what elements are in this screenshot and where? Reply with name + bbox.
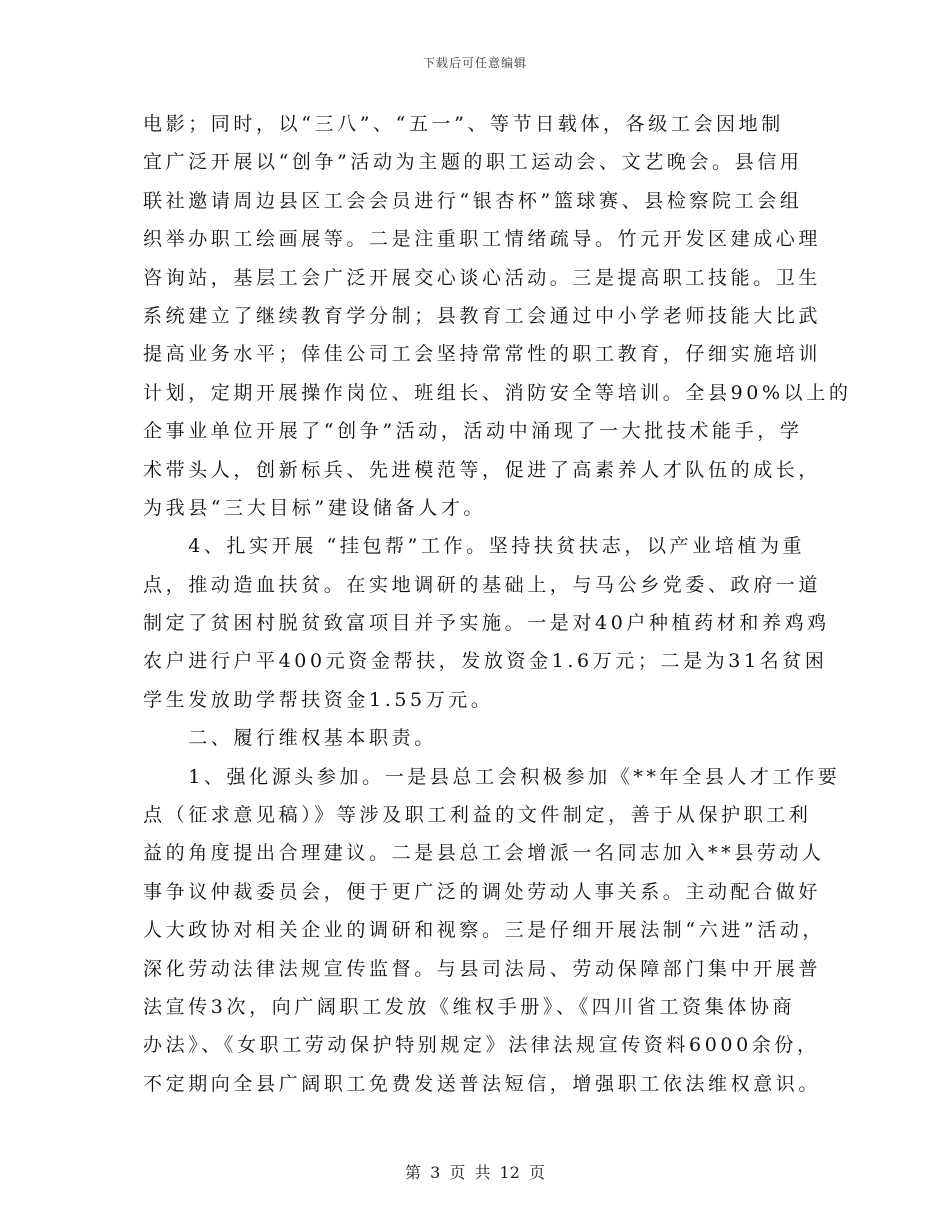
text-line: 事争议仲裁委员会，便于更广泛的调处劳动人事关系。主动配合做好 [143, 880, 822, 903]
text-line: 4、扎实开展 “挂包帮”工作。坚持扶贫扶志，以产业培植为重 [143, 535, 806, 558]
text-line: 点，推动造血扶贫。在实地调研的基础上，与马公乡党委、政府一道 [143, 573, 822, 596]
text-line: 制定了贫困村脱贫致富项目并予实施。一是对40户种植药材和养鸡鸡 [143, 612, 830, 635]
text-line: 1、强化源头参加。一是县总工会积极参加《**年全县人才工作要 [143, 765, 841, 788]
text-line: 电影；同时，以“三八”、“五一”、等节日载体，各级工会因地制 [143, 113, 784, 135]
text-line: 为我县“三大目标”建设储备人才。 [143, 496, 487, 519]
text-line: 二、履行维权基本职责。 [143, 727, 437, 750]
text-line: 益的角度提出合理建议。二是县总工会增派一名同志加入**县劳动人 [143, 842, 825, 865]
page-header: 下载后可任意编辑 [422, 56, 527, 70]
text-line: 农户进行户平400元资金帮扶，发放资金1.6万元；二是为31名贫困 [143, 650, 828, 673]
body-text [143, 105, 852, 1103]
page-footer: 第 3 页 共 12 页 [405, 1163, 545, 1182]
text-line: 系统建立了继续教育学分制；县教育工会通过中小学老师技能大比武 [143, 304, 822, 327]
text-line: 宜广泛开展以“创争”活动为主题的职工运动会、文艺晚会。县信用 [143, 151, 803, 174]
text-line: 办法》、《女职工劳动保护特别规定》法律法规宣传资料6000余份， [143, 1034, 820, 1057]
text-line: 提高业务水平；倖佳公司工会坚持常常性的职工教育，仔细实施培训 [143, 343, 822, 366]
text-line: 不定期向全县广阔职工免费发送普法短信，增强职工依法维权意识。 [143, 1072, 822, 1095]
text-line: 点（征求意见稿）》等涉及职工利益的文件制定，善于从保护职工利 [143, 804, 812, 827]
text-line: 学生发放助学帮扶资金1.55万元。 [143, 688, 494, 711]
text-line: 术带头人，创新标兵、先进模范等，促进了高素养人才队伍的成长， [143, 458, 822, 481]
text-line: 计划，定期开展操作岗位、班组长、消防安全等培训。全县90%以上的 [143, 381, 852, 404]
text-line: 人大政协对相关企业的调研和视察。三是仔细开展法制“六进”活动， [143, 919, 826, 942]
text-line: 法宣传3次，向广阔职工发放《维权手册》、《四川省工资集体协商 [143, 995, 796, 1018]
text-line: 联社邀请周边县区工会会员进行“银杏杯”篮球赛、县检察院工会组 [143, 189, 803, 212]
text-line: 企事业单位开展了“创争”活动，活动中涌现了一大批技术能手，学 [143, 420, 803, 443]
text-line: 深化劳动法律法规宣传监督。与县司法局、劳动保障部门集中开展普 [143, 957, 822, 980]
text-line: 咨询站，基层工会广泛开展交心谈心活动。三是提高职工技能。卫生 [143, 266, 822, 289]
text-line: 织举办职工绘画展等。二是注重职工情绪疏导。竹元开发区建成心理 [143, 228, 822, 251]
